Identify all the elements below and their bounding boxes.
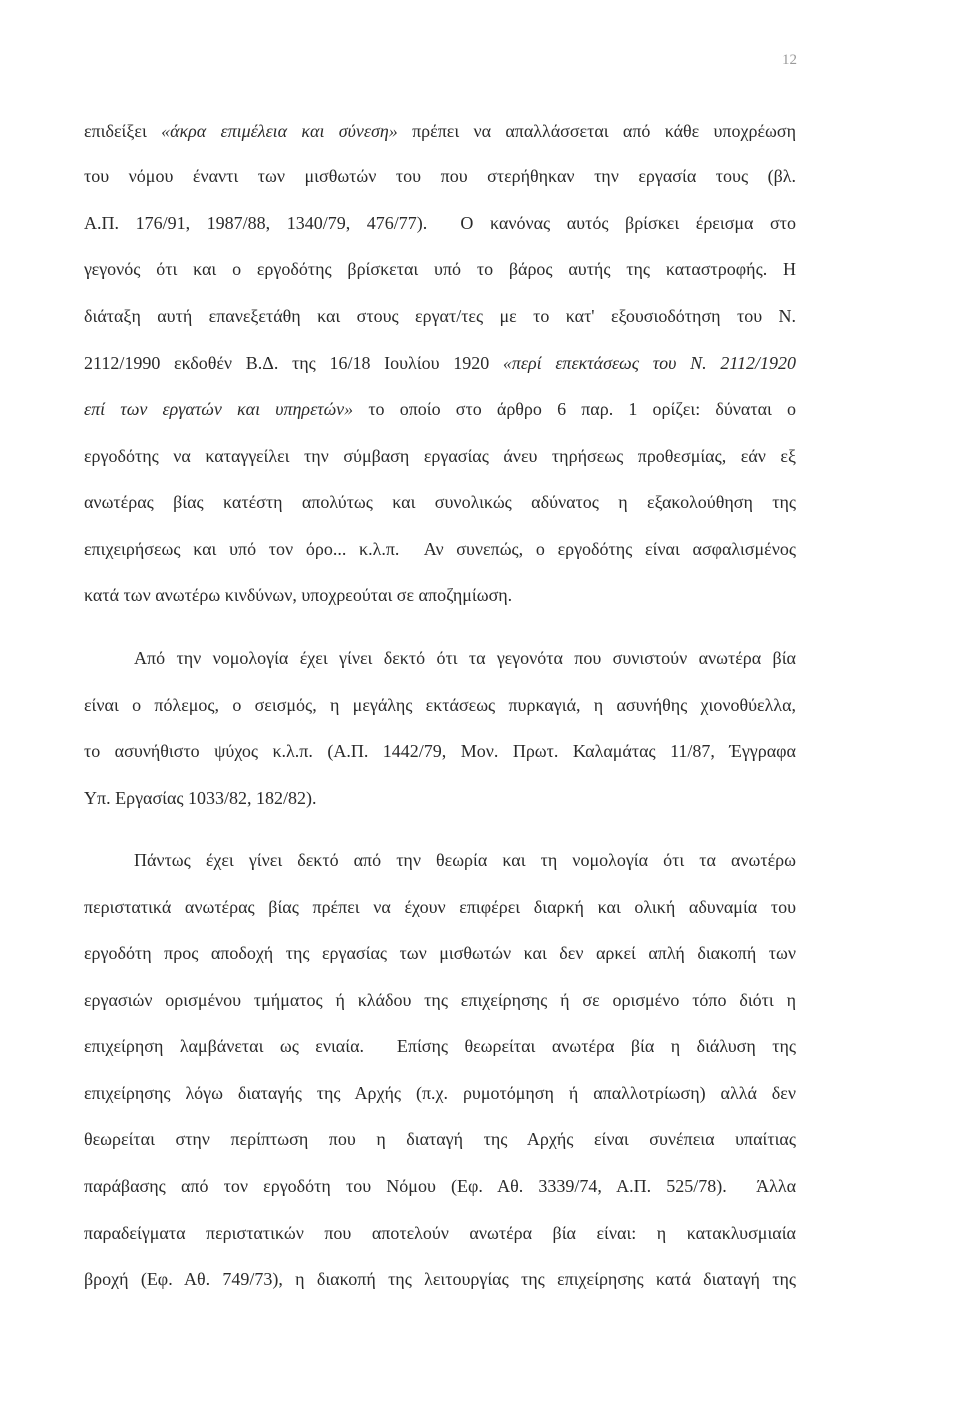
text-run: Α.Π. 176/91, 1987/88, 1340/79, 476/77). Ο κανόνας αυτός βρίσκει έρεισμα στο (84, 213, 796, 233)
text-run: κατά των ανωτέρω κινδύνων, υποχρεούται σε αποζημίωση. (84, 585, 513, 605)
text-run: του νόμου έναντι των μισθωτών του που στερήθηκαν την εργασία τους (βλ. (84, 166, 796, 186)
text-line (84, 1078, 796, 1108)
text-run: εργασιών ορισμένου τμήματος ή κλάδου της επιχείρησης ή σε ορισμένο τόπο διότι η (84, 990, 796, 1010)
text-line (134, 845, 796, 875)
text-run: Από την νομολογία έχει γίνει δεκτό ότι τα γεγονότα που συνιστούν ανωτέρα βία (134, 648, 796, 668)
text-run: ανωτέρας βίας κατέστη απολύτως και συνολικώς αδύνατος η εξακολούθηση της (84, 492, 796, 512)
text-line (84, 487, 796, 517)
text-line (84, 534, 796, 564)
text-line (84, 441, 796, 471)
text-run: γεγονός ότι και ο εργοδότης βρίσκεται υπό το βάρος αυτής της καταστροφής. Η (84, 259, 796, 279)
text-line (84, 348, 796, 378)
text-run: πρέπει να απαλλάσσεται από κάθε υποχρέωση (397, 121, 796, 141)
text-line (84, 985, 796, 1015)
text-run: επιδείξει (84, 121, 162, 141)
text-run: το ασυνήθιστο ψύχος κ.λ.π. (Α.Π. 1442/79, Μον. Πρωτ. Καλαμάτας 11/87, Έγγραφα (84, 741, 796, 761)
text-run: επιχειρήσεως και υπό τον όρο... κ.λ.π. Αν συνεπώς, ο εργοδότης είναι ασφαλισμένος (84, 539, 796, 559)
text-run: παράβασης από τον εργοδότη του Νόμου (Εφ. Αθ. 3339/74, Α.Π. 525/78). Άλλα (84, 1176, 796, 1196)
text-run: επιχείρηση λαμβάνεται ως ενιαία. Επίσης θεωρείται ανωτέρα βία η διάλυση της (84, 1036, 796, 1056)
italic-text-run: επί των εργατών και υπηρετών» (84, 399, 354, 419)
text-line (84, 301, 796, 331)
text-line (84, 892, 796, 922)
text-run: εργοδότη προς αποδοχή της εργασίας των μισθωτών και δεν αρκεί απλή διακοπή των (84, 943, 796, 963)
text-run: περιστατικά ανωτέρας βίας πρέπει να έχουν επιφέρει διαρκή και ολική αδυναμία του (84, 897, 796, 917)
text-run: Πάντως έχει γίνει δεκτό από την θεωρία και τη νομολογία ότι τα ανωτέρω (134, 850, 796, 870)
text-run: είναι ο πόλεμος, ο σεισμός, η μεγάλης εκτάσεως πυρκαγιά, η ασυνήθης χιονοθύελλα, (84, 695, 796, 715)
text-line (84, 938, 796, 968)
text-line (84, 254, 796, 284)
text-run: Υπ. Εργασίας 1033/82, 182/82). (84, 788, 317, 808)
text-line (84, 1264, 796, 1294)
text-run: παραδείγματα περιστατικών που αποτελούν ανωτέρα βία είναι: η κατακλυσμιαία (84, 1223, 796, 1243)
text-line (84, 394, 796, 424)
text-line (84, 690, 796, 720)
text-line (84, 116, 796, 146)
text-run: 2112/1990 εκδοθέν Β.Δ. της 16/18 Ιουλίου 1920 (84, 353, 503, 373)
text-run: θεωρείται στην περίπτωση που η διαταγή της Αρχής είναι συνέπεια υπαίτιας (84, 1129, 796, 1149)
page-number: 12 (782, 52, 797, 68)
italic-text-run: «περί επεκτάσεως του Ν. 2112/1920 (502, 353, 796, 373)
italic-text-run: «άκρα επιμέλεια και σύνεση» (161, 121, 398, 141)
text-line (84, 161, 796, 191)
text-run: βροχή (Εφ. Αθ. 749/73), η διακοπή της λειτουργίας της επιχείρησης κατά διαταγή της (84, 1269, 796, 1289)
text-line (84, 1031, 796, 1061)
text-line (84, 1171, 796, 1201)
text-run: εργοδότης να καταγγείλει την σύμβαση εργασίας άνευ τηρήσεως προθεσμίας, εάν εξ (84, 446, 796, 466)
text-run: επιχείρησης λόγω διαταγής της Αρχής (π.χ. ρυμοτόμηση ή απαλλοτρίωση) αλλά δεν (84, 1083, 796, 1103)
text-line (134, 643, 796, 673)
text-line (84, 1124, 796, 1154)
text-line (84, 1218, 796, 1248)
text-run: διάταξη αυτή επανεξετάθη και στους εργατ/τες με το κατ' εξουσιοδότηση του Ν. (84, 306, 796, 326)
text-line (84, 208, 796, 238)
text-line (84, 783, 796, 813)
text-line (84, 736, 796, 766)
text-line (84, 580, 796, 610)
text-run: το οποίο στο άρθρο 6 παρ. 1 ορίζει: δύναται ο (353, 399, 796, 419)
